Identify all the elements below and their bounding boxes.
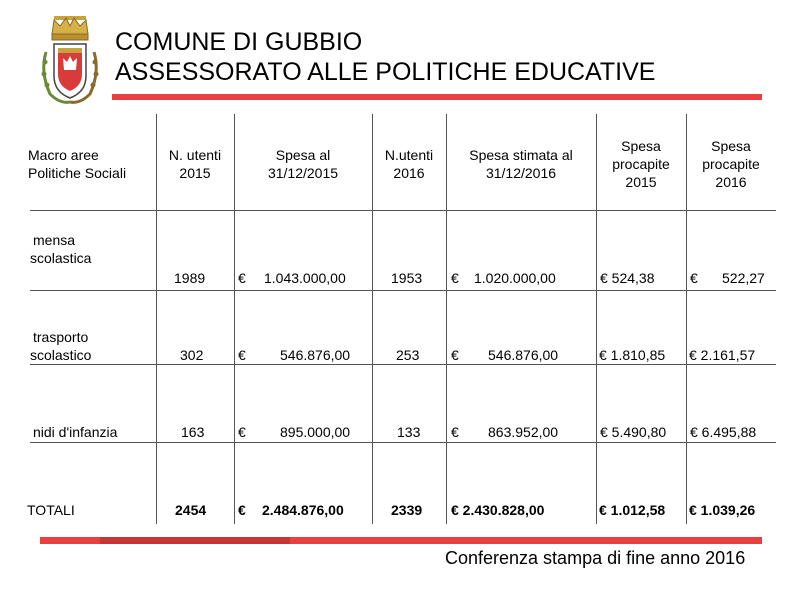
header-spesa-2016-date: 31/12/2016: [485, 165, 557, 181]
header-procapite-2015-label: procapite: [612, 156, 670, 172]
header-utenti-2015-year: 2015: [179, 165, 211, 181]
header-utenti-2016-year: 2016: [393, 165, 425, 181]
row-trasporto-spesa-2016: 546.876,00: [488, 347, 559, 363]
header-procapite-2016-label: procapite: [702, 156, 760, 172]
row-mensa-label-2: scolastica: [30, 250, 92, 266]
data-table: [27, 114, 776, 524]
row-divider: [30, 442, 776, 443]
row-totali-procapite-2016: € 1.039,26: [689, 502, 756, 518]
header-utenti-2016: N.utenti: [384, 147, 434, 163]
row-totali-spesa-2016: € 2.430.828,00: [451, 502, 545, 518]
row-trasporto-euro-1: €: [238, 347, 246, 363]
row-nidi-label: nidi d'infanzia: [33, 424, 118, 440]
row-totali-label: TOTALI: [27, 502, 75, 518]
row-mensa-euro-3: €: [690, 270, 698, 286]
header-spesa-2016: Spesa stimata al: [469, 147, 573, 163]
row-mensa-procapite-2015: € 524,38: [600, 270, 655, 286]
row-nidi-procapite-2015: € 5.490,80: [600, 424, 667, 440]
row-trasporto-procapite-2016: € 2.161,57: [689, 347, 756, 363]
row-mensa-utenti-2016: 1953: [391, 270, 423, 286]
header-spesa-2015-date: 31/12/2015: [267, 165, 339, 181]
row-nidi-procapite-2016: € 6.495,88: [690, 424, 757, 440]
page-subtitle: ASSESSORATO ALLE POLITICHE EDUCATIVE: [115, 58, 656, 86]
row-mensa-spesa-2016: 1.020.000,00: [474, 270, 556, 286]
header-procapite-2015-year: 2015: [625, 174, 657, 190]
row-mensa-euro-2: €: [451, 270, 459, 286]
header-macro-aree: Macro aree: [28, 147, 99, 163]
header-procapite-2015: Spesa: [621, 138, 661, 154]
row-mensa-utenti-2015: 1989: [174, 270, 206, 286]
row-trasporto-euro-2: €: [451, 347, 459, 363]
header-procapite-2016: Spesa: [711, 138, 751, 154]
header-politiche-sociali: Politiche Sociali: [28, 165, 127, 181]
footer-caption: Conferenza stampa di fine anno 2016: [445, 548, 746, 568]
row-nidi-spesa-2015: 895.000,00: [280, 424, 351, 440]
row-trasporto-utenti-2015: 302: [180, 347, 204, 363]
row-nidi-utenti-2015: 163: [181, 424, 205, 440]
row-trasporto-label-2: scolastico: [30, 347, 92, 363]
row-divider: [30, 364, 776, 365]
row-divider: [30, 290, 776, 291]
header-utenti-2015: N. utenti: [168, 147, 222, 163]
page-title: COMUNE DI GUBBIO: [115, 28, 363, 56]
row-nidi-euro-1: €: [238, 424, 246, 440]
row-totali-utenti-2015: 2454: [175, 502, 207, 518]
row-totali-spesa-2015: 2.484.876,00: [262, 502, 344, 518]
row-divider: [30, 210, 776, 211]
row-mensa-euro-1: €: [238, 270, 246, 286]
row-trasporto-procapite-2015: € 1.810,85: [599, 347, 666, 363]
row-totali-utenti-2016: 2339: [391, 502, 423, 518]
row-mensa-spesa-2015: 1.043.000,00: [264, 270, 346, 286]
row-trasporto-label: trasporto: [33, 329, 89, 345]
row-nidi-utenti-2016: 133: [397, 424, 421, 440]
header-divider: [112, 94, 762, 100]
row-totali-procapite-2015: € 1.012,58: [599, 502, 666, 518]
row-trasporto-spesa-2015: 546.876,00: [280, 347, 351, 363]
row-nidi-euro-2: €: [451, 424, 459, 440]
row-mensa-label: mensa: [33, 232, 76, 248]
row-mensa-procapite-2016: 522,27: [722, 270, 765, 286]
header-spesa-2015: Spesa al: [275, 147, 331, 163]
gubbio-crest-icon: [36, 14, 104, 106]
footer-divider-accent: [100, 537, 290, 544]
header-procapite-2016-year: 2016: [715, 174, 747, 190]
row-trasporto-utenti-2016: 253: [396, 347, 420, 363]
row-totali-euro-1: €: [238, 502, 246, 518]
row-nidi-spesa-2016: 863.952,00: [488, 424, 559, 440]
